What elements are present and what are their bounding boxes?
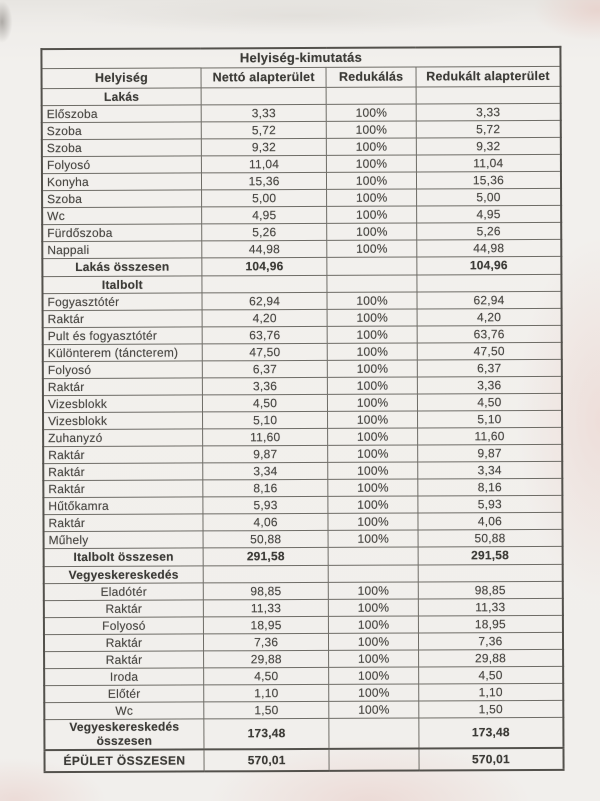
reduction-cell: 100% xyxy=(327,104,417,121)
room-name-cell: Raktár xyxy=(44,634,203,652)
empty-cell xyxy=(327,257,417,275)
reduction-cell: 100% xyxy=(329,650,419,667)
total-label-cell: Italbolt összesen xyxy=(44,548,203,567)
net-area-cell: 62,94 xyxy=(202,292,328,310)
net-area-cell: 1,10 xyxy=(204,684,330,702)
net-area-cell: 7,36 xyxy=(203,633,329,651)
reduced-area-cell: 9,32 xyxy=(416,137,561,155)
section-total-row xyxy=(44,546,563,566)
net-area-cell: 4,95 xyxy=(201,206,327,224)
reduction-cell: 100% xyxy=(328,360,418,377)
reduced-area-cell: 5,72 xyxy=(416,120,561,138)
room-name-cell: Zuhanyzó xyxy=(43,429,202,447)
net-area-cell: 15,36 xyxy=(201,172,327,190)
net-area-cell: 5,72 xyxy=(201,121,327,139)
net-area-cell: 29,88 xyxy=(203,650,329,668)
reduction-cell: 100% xyxy=(329,616,419,633)
reduction-cell: 100% xyxy=(327,223,417,240)
room-schedule-table-body xyxy=(41,47,563,772)
room-name-cell: Folyosó xyxy=(43,361,202,379)
room-name-cell: Raktár xyxy=(44,600,203,618)
reduced-area-cell: 15,36 xyxy=(416,171,561,189)
net-area-cell: 11,04 xyxy=(201,155,327,173)
reduction-cell: 100% xyxy=(327,292,417,309)
reduced-area-cell: 47,50 xyxy=(417,342,562,360)
reduction-cell: 100% xyxy=(327,240,417,257)
section-total-row xyxy=(42,256,561,276)
total-net-area-cell: 173,48 xyxy=(204,718,330,749)
reduction-cell: 100% xyxy=(328,445,418,462)
net-area-cell: 11,60 xyxy=(202,428,328,446)
net-area-cell: 47,50 xyxy=(202,343,328,361)
reduction-cell: 100% xyxy=(329,667,419,684)
reduced-area-cell: 8,16 xyxy=(418,478,563,496)
room-name-cell: Szoba xyxy=(42,122,201,140)
reduced-area-cell: 7,36 xyxy=(418,632,563,650)
table-title: Helyiség-kimutatás xyxy=(41,47,560,69)
reduced-area-cell: 62,94 xyxy=(417,291,562,309)
empty-cell xyxy=(417,274,562,292)
reduced-area-cell: 3,33 xyxy=(416,103,561,121)
net-area-cell: 5,10 xyxy=(202,411,328,429)
reduction-cell: 100% xyxy=(328,462,418,479)
room-name-cell: Wc xyxy=(42,207,201,225)
net-area-cell: 1,50 xyxy=(204,701,330,719)
room-name-cell: Különterem (táncterem) xyxy=(43,344,202,362)
net-area-cell: 3,33 xyxy=(201,104,327,122)
reduced-area-cell: 44,98 xyxy=(417,239,562,257)
reduction-cell: 100% xyxy=(329,582,419,599)
total-net-area-cell: 291,58 xyxy=(203,547,329,566)
reduced-area-cell: 11,33 xyxy=(418,598,563,616)
room-name-cell: Hűtőkamra xyxy=(43,497,202,515)
section-name-cell: Vegyeskereskedés xyxy=(44,566,203,584)
net-area-cell: 9,32 xyxy=(201,138,327,156)
column-header-1: Nettó alapterület xyxy=(201,67,327,88)
reduced-area-cell: 11,60 xyxy=(417,427,562,445)
column-header-3: Redukált alapterület xyxy=(416,66,561,87)
reduced-area-cell: 5,10 xyxy=(417,410,562,428)
reduced-area-cell: 5,00 xyxy=(416,188,561,206)
total-label-cell: Lakás összesen xyxy=(42,258,201,277)
room-name-cell: Szoba xyxy=(42,139,201,157)
total-reduced-area-cell: 104,96 xyxy=(417,256,562,275)
reduction-cell: 100% xyxy=(329,599,419,616)
reduced-area-cell: 4,95 xyxy=(416,205,561,223)
grand-total-label-cell: ÉPÜLET ÖSSZESEN xyxy=(44,749,203,772)
room-name-cell: Műhely xyxy=(44,531,203,549)
room-name-cell: Fürdőszoba xyxy=(42,224,201,242)
empty-cell xyxy=(416,86,561,104)
room-name-cell: Iroda xyxy=(44,668,203,686)
room-name-cell: Szoba xyxy=(42,190,201,208)
reduction-cell: 100% xyxy=(328,326,418,343)
room-name-cell: Raktár xyxy=(43,514,202,532)
reduced-area-cell: 63,76 xyxy=(417,325,562,343)
reduction-cell: 100% xyxy=(327,155,417,172)
reduced-area-cell: 4,50 xyxy=(417,393,562,411)
reduced-area-cell: 4,50 xyxy=(418,666,563,684)
net-area-cell: 4,20 xyxy=(202,309,328,327)
reduction-cell: 100% xyxy=(328,343,418,360)
total-label-cell: Vegyeskereskedés összesen xyxy=(44,719,203,750)
net-area-cell: 11,33 xyxy=(203,599,329,617)
reduced-area-cell: 4,20 xyxy=(417,308,562,326)
reduction-cell: 100% xyxy=(328,394,418,411)
total-reduced-area-cell: 173,48 xyxy=(419,717,564,748)
room-name-cell: Fogyasztótér xyxy=(42,293,201,311)
room-name-cell: Vizesblokk xyxy=(43,412,202,430)
section-total-row xyxy=(44,717,563,750)
reduced-area-cell: 6,37 xyxy=(417,359,562,377)
room-name-cell: Folyosó xyxy=(44,617,203,635)
room-name-cell: Nappali xyxy=(42,241,201,259)
room-name-cell: Konyha xyxy=(42,173,201,191)
room-name-cell: Raktár xyxy=(43,480,202,498)
grand-total-row xyxy=(44,748,563,772)
net-area-cell: 50,88 xyxy=(203,530,329,548)
reduction-cell: 100% xyxy=(328,513,418,530)
reduced-area-cell: 29,88 xyxy=(418,649,563,667)
reduction-cell: 100% xyxy=(327,121,417,138)
net-area-cell: 8,16 xyxy=(203,479,329,497)
reduced-area-cell: 1,50 xyxy=(419,700,564,718)
room-name-cell: Raktár xyxy=(43,378,202,396)
net-area-cell: 18,95 xyxy=(203,616,329,634)
reduction-cell: 100% xyxy=(327,309,417,326)
reduced-area-cell: 98,85 xyxy=(418,581,563,599)
column-header-0: Helyiség xyxy=(42,68,201,89)
table-title-row xyxy=(41,47,560,69)
reduced-area-cell: 5,26 xyxy=(417,222,562,240)
empty-cell xyxy=(327,275,417,292)
empty-cell xyxy=(201,87,327,105)
grand-total-reduced-area-cell: 570,01 xyxy=(419,748,564,771)
column-header-row xyxy=(42,66,561,88)
room-name-cell: Raktár xyxy=(43,446,202,464)
reduced-area-cell: 18,95 xyxy=(418,615,563,633)
empty-cell xyxy=(329,718,419,749)
net-area-cell: 5,00 xyxy=(201,189,327,207)
empty-cell xyxy=(418,564,563,582)
net-area-cell: 4,50 xyxy=(203,667,329,685)
reduction-cell: 100% xyxy=(327,206,417,223)
room-name-cell: Raktár xyxy=(43,310,202,328)
reduction-cell: 100% xyxy=(329,633,419,650)
empty-cell xyxy=(326,87,416,104)
empty-cell xyxy=(329,565,419,582)
room-name-cell: Eladótér xyxy=(44,583,203,601)
room-name-cell: Pult és fogyasztótér xyxy=(43,327,202,345)
empty-cell xyxy=(329,748,419,770)
reduced-area-cell: 4,06 xyxy=(418,512,563,530)
room-name-cell: Előtér xyxy=(44,685,203,703)
reduction-cell: 100% xyxy=(327,189,417,206)
column-header-2: Redukálás xyxy=(326,67,416,87)
net-area-cell: 5,26 xyxy=(202,223,328,241)
room-name-cell: Raktár xyxy=(43,463,202,481)
section-name-cell: Lakás xyxy=(42,88,201,106)
total-reduced-area-cell: 291,58 xyxy=(418,546,563,565)
reduced-area-cell: 5,93 xyxy=(418,495,563,513)
net-area-cell: 98,85 xyxy=(203,582,329,600)
reduction-cell: 100% xyxy=(328,377,418,394)
net-area-cell: 4,50 xyxy=(202,394,328,412)
reduction-cell: 100% xyxy=(328,479,418,496)
reduced-area-cell: 3,34 xyxy=(418,461,563,479)
grand-total-net-area-cell: 570,01 xyxy=(204,749,330,772)
net-area-cell: 6,37 xyxy=(202,360,328,378)
net-area-cell: 3,36 xyxy=(202,377,328,395)
net-area-cell: 4,06 xyxy=(203,513,329,531)
room-name-cell: Folyosó xyxy=(42,156,201,174)
room-name-cell: Raktár xyxy=(44,651,203,669)
reduction-cell: 100% xyxy=(328,428,418,445)
total-net-area-cell: 104,96 xyxy=(202,257,328,276)
net-area-cell: 44,98 xyxy=(202,240,328,258)
reduced-area-cell: 1,10 xyxy=(419,683,564,701)
reduced-area-cell: 9,87 xyxy=(417,444,562,462)
room-schedule-table xyxy=(40,46,564,773)
reduced-area-cell: 11,04 xyxy=(416,154,561,172)
net-area-cell: 3,34 xyxy=(203,462,329,480)
reduction-cell: 100% xyxy=(328,496,418,513)
empty-cell xyxy=(203,565,329,583)
empty-cell xyxy=(328,547,418,565)
net-area-cell: 9,87 xyxy=(203,445,329,463)
reduction-cell: 100% xyxy=(328,411,418,428)
empty-cell xyxy=(202,275,328,293)
reduction-cell: 100% xyxy=(328,530,418,547)
reduction-cell: 100% xyxy=(329,701,419,718)
reduced-area-cell: 50,88 xyxy=(418,529,563,547)
net-area-cell: 5,93 xyxy=(203,496,329,514)
net-area-cell: 63,76 xyxy=(202,326,328,344)
room-name-cell: Wc xyxy=(44,702,203,720)
section-name-cell: Italbolt xyxy=(42,276,201,294)
room-name-cell: Előszoba xyxy=(42,105,201,123)
reduction-cell: 100% xyxy=(327,172,417,189)
reduction-cell: 100% xyxy=(327,138,417,155)
reduced-area-cell: 3,36 xyxy=(417,376,562,394)
reduction-cell: 100% xyxy=(329,684,419,701)
room-name-cell: Vizesblokk xyxy=(43,395,202,413)
